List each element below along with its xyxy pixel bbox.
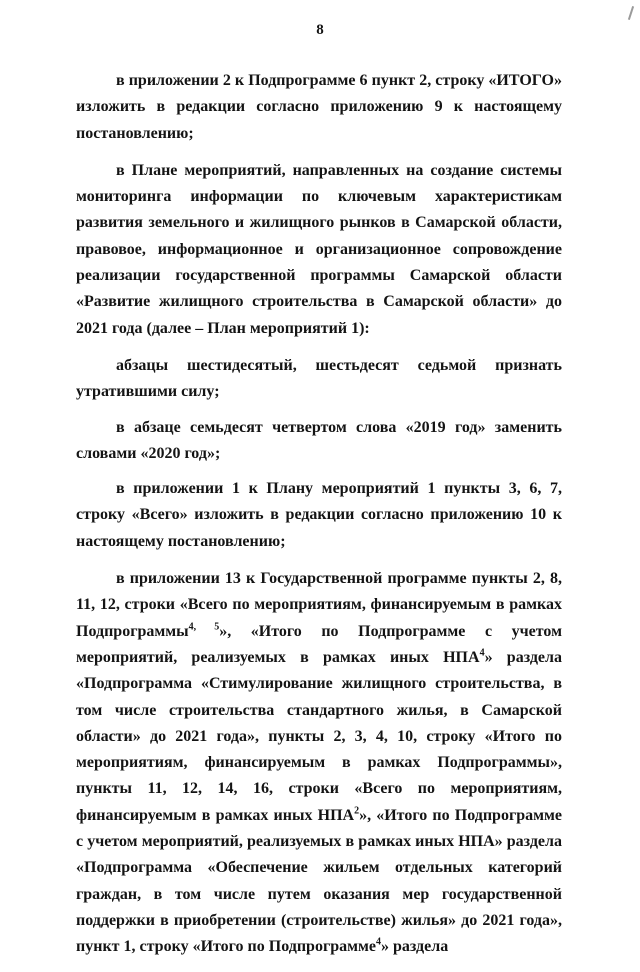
paragraph-last xyxy=(76,566,562,960)
paragraph: абзацы шестидесятый, шестьдесят седьмой признать утратившими силу; xyxy=(76,356,562,401)
paragraph: в абзаце семьдесят четвертом слова «2019 год» заменить словами «2020 год»; xyxy=(76,418,562,462)
text-run: », «Итого по Подпрограмме с учетом мероприятий, реализуемых в рамках иных НПА» раздела «Подпрограмма «Обеспечение жильем отдельных категорий граждан, в том числе путем оказания мер государственной поддержки в приобретении (строительстве) жилья» до 2021 года», пункт 1, строку «Итого по Подпрограмме xyxy=(76,806,563,956)
text-run: », «Итого по Подпрограмме с учетом мероприятий, реализуемых в рамках иных НПА xyxy=(76,622,563,666)
text-run: в приложении 13 к Государственной программе пункты 2, 8, 11, 12, строки «Всего по мероприятиям, финансируемым в рамках Подпрограммы xyxy=(76,570,562,640)
text-run: » раздела «Подпрограмма «Стимулирование жилищного строительства, в том числе строительства стандартного жилья, в Самарской области» до 2021 года», пункты 2, 3, 4, 10, строку «Итого по мероприятиям, финансируемым в рамках Подпрограммы», пункты 11, 12, 14, 16, строки «Всего по мероприятиям, финансируемым в рамках иных НПА xyxy=(76,648,563,824)
scan-mark xyxy=(628,6,634,20)
paragraph: в приложении 1 к Плану мероприятий 1 пункты 3, 6, 7, строку «Всего» изложить в редакции согласно приложению 10 к настоящему постановлению; xyxy=(76,480,562,550)
document-body xyxy=(76,68,562,972)
page-number: 8 xyxy=(316,22,324,38)
footnote-ref: 4 xyxy=(376,936,381,948)
paragraph: в приложении 2 к Подпрограмме 6 пункт 2, строку «ИТОГО» изложить в редакции согласно приложению 9 к настоящему постановлению; xyxy=(76,72,562,142)
paragraph: в Плане мероприятий, направленных на создание системы мониторинга информации по ключевым характеристикам развития земельного и жилищного рынков в Самарской области, правовое, информационное и организационное сопровождение реализации государственной программы Самарской области «Развитие жилищного строительства в Самарской области» до 2021 года (далее – План мероприятий 1): xyxy=(76,161,562,337)
footnote-ref: 4 xyxy=(479,647,485,659)
text-run: » раздела xyxy=(381,938,449,956)
footnote-ref: 4, 5 xyxy=(188,621,220,633)
footnote-ref: 2 xyxy=(354,805,360,817)
